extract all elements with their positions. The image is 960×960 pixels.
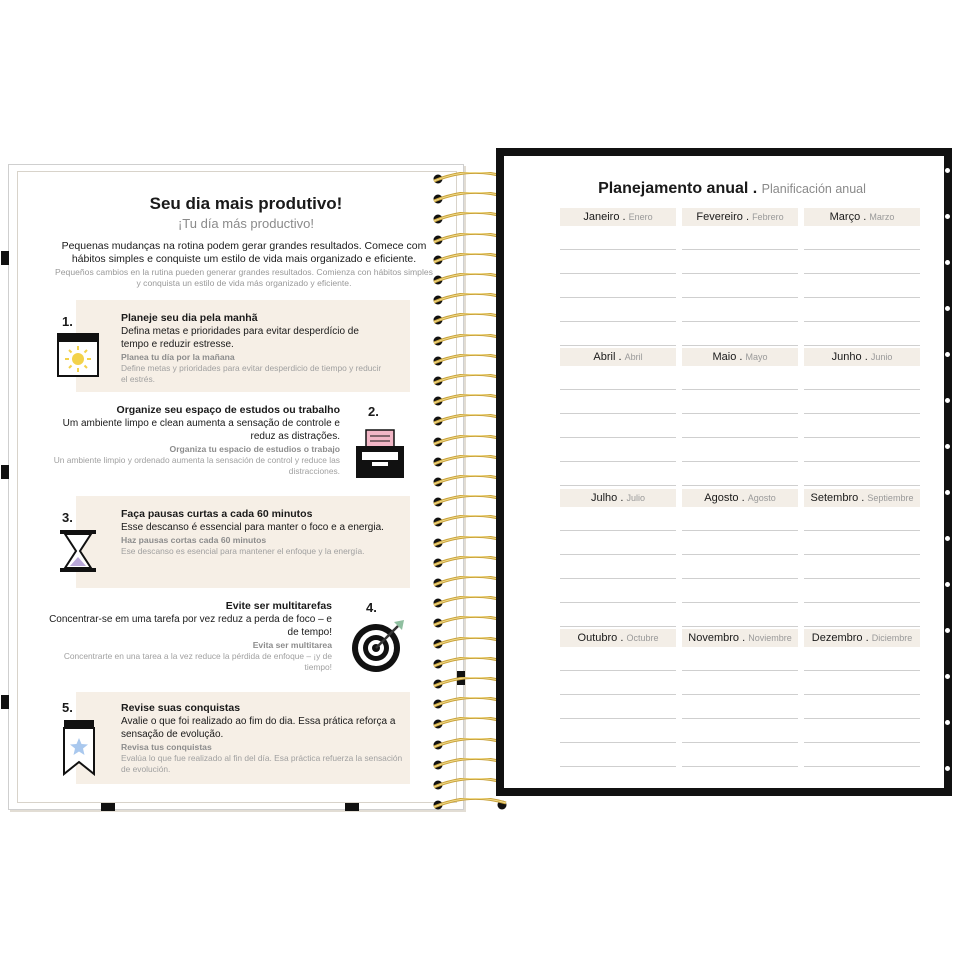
writing-line[interactable] — [804, 554, 920, 555]
writing-line[interactable] — [560, 530, 676, 531]
writing-line[interactable] — [560, 742, 676, 743]
writing-line[interactable] — [560, 249, 676, 250]
planner-title — [504, 180, 960, 198]
tip-description-es: Define metas y prioridades para evitar desperdicio de tiempo y reducir el estrés. — [121, 363, 382, 384]
writing-line[interactable] — [804, 742, 920, 743]
month-separator: . — [742, 211, 753, 223]
border-dot — [945, 766, 950, 771]
writing-line[interactable] — [560, 602, 676, 603]
month-name: Abril — [593, 351, 616, 363]
month-header — [682, 348, 798, 366]
writing-line[interactable] — [804, 345, 920, 346]
page-tab — [101, 803, 115, 811]
month-separator: . — [619, 211, 629, 223]
month-header — [682, 489, 798, 507]
border-dot — [945, 398, 950, 403]
writing-line[interactable] — [560, 389, 676, 390]
month-separator: . — [738, 492, 748, 504]
month-name: Setembro — [810, 492, 859, 504]
border-dot — [945, 490, 950, 495]
tip-heading-es: Organiza tu espacio de estudios o trabajo — [169, 444, 340, 454]
writing-line[interactable] — [804, 626, 920, 627]
tip-description-es: Ese descanso es esencial para mantener el enfoque y la energía. — [121, 546, 365, 556]
month-separator: . — [858, 492, 868, 504]
writing-line[interactable] — [804, 297, 920, 298]
spiral-coil — [430, 798, 510, 812]
border-dot — [945, 582, 950, 587]
writing-line[interactable] — [560, 485, 676, 486]
month-separator: . — [736, 351, 746, 363]
writing-line[interactable] — [560, 297, 676, 298]
writing-line[interactable] — [682, 602, 798, 603]
month-name: Janeiro — [583, 211, 620, 223]
tip-3 — [121, 508, 401, 557]
writing-line[interactable] — [560, 670, 676, 671]
tip-description: Avalie o que foi realizado ao fim do dia. Essa prática reforça a sensação de evolução. — [121, 716, 396, 740]
month-name-es: Junio — [870, 352, 893, 362]
planner-title-sep: . — [748, 180, 762, 197]
tip-heading: Revise suas conquistas — [121, 702, 241, 714]
border-dot — [945, 168, 950, 173]
month-separator: . — [862, 632, 872, 644]
month-block — [682, 208, 798, 346]
month-separator: . — [615, 351, 625, 363]
month-block — [560, 208, 676, 346]
month-name-es: Noviembre — [748, 633, 792, 643]
month-header — [682, 629, 798, 647]
planner-title-es: Planificación anual — [761, 182, 866, 196]
border-dot — [945, 720, 950, 725]
tip-heading: Planeje seu dia pela manhã — [121, 312, 258, 324]
writing-line[interactable] — [804, 766, 920, 767]
tip-number: 4. — [366, 600, 377, 615]
tip-number: 3. — [62, 510, 73, 525]
writing-line[interactable] — [804, 437, 920, 438]
writing-line[interactable] — [682, 530, 798, 531]
writing-line[interactable] — [804, 413, 920, 414]
writing-line[interactable] — [560, 413, 676, 414]
month-block — [560, 629, 676, 767]
page-tab — [345, 803, 359, 811]
month-header — [804, 348, 920, 366]
tip-4 — [42, 600, 332, 673]
writing-line[interactable] — [682, 461, 798, 462]
writing-line[interactable] — [804, 321, 920, 322]
month-separator: . — [739, 632, 749, 644]
writing-line[interactable] — [804, 670, 920, 671]
writing-line[interactable] — [804, 273, 920, 274]
writing-line[interactable] — [682, 297, 798, 298]
writing-line[interactable] — [682, 742, 798, 743]
month-block — [804, 208, 920, 346]
month-block — [682, 348, 798, 486]
writing-line[interactable] — [682, 321, 798, 322]
writing-line[interactable] — [682, 626, 798, 627]
tip-number: 5. — [62, 700, 73, 715]
target-icon — [350, 616, 408, 679]
writing-line[interactable] — [804, 249, 920, 250]
month-name: Maio — [712, 351, 737, 363]
page-subtitle: ¡Tu día más productivo! — [177, 216, 315, 231]
month-name-es: Enero — [628, 212, 653, 222]
writing-line[interactable] — [804, 694, 920, 695]
month-separator: . — [861, 351, 871, 363]
border-dot — [945, 306, 950, 311]
writing-line[interactable] — [682, 766, 798, 767]
tip-heading: Faça pausas curtas a cada 60 minutos — [121, 508, 313, 520]
month-header — [560, 348, 676, 366]
writing-line[interactable] — [560, 718, 676, 719]
border-dot — [945, 260, 950, 265]
page-tab — [1, 251, 9, 265]
month-name: Julho — [591, 492, 618, 504]
tip-number: 2. — [368, 404, 379, 419]
month-name: Março — [829, 211, 861, 223]
month-name: Dezembro — [811, 632, 863, 644]
month-name: Agosto — [704, 492, 739, 504]
month-block — [682, 489, 798, 627]
month-header — [560, 629, 676, 647]
writing-line[interactable] — [682, 485, 798, 486]
writing-line[interactable] — [682, 437, 798, 438]
writing-line[interactable] — [804, 718, 920, 719]
file-drawer-icon — [354, 424, 406, 485]
tip-description-es: Un ambiente limpio y ordenado aumenta la sensación de control y reduce las distracciones. — [53, 455, 340, 476]
month-name: Novembro — [688, 632, 740, 644]
tip-5 — [121, 702, 405, 775]
border-dot — [945, 536, 950, 541]
border-dot — [945, 214, 950, 219]
tip-heading: Evite ser multitarefas — [225, 600, 332, 612]
month-header — [682, 208, 798, 226]
month-header — [560, 489, 676, 507]
writing-line[interactable] — [682, 273, 798, 274]
page-tab — [1, 465, 9, 479]
page-tab — [1, 695, 9, 709]
month-block — [560, 348, 676, 486]
month-separator: . — [860, 211, 870, 223]
writing-line[interactable] — [682, 578, 798, 579]
hourglass-icon — [58, 528, 98, 579]
writing-line[interactable] — [682, 670, 798, 671]
month-name-es: Julio — [626, 493, 645, 503]
month-header — [804, 489, 920, 507]
writing-line[interactable] — [682, 389, 798, 390]
writing-line[interactable] — [560, 273, 676, 274]
left-page-content — [17, 171, 457, 803]
tip-number: 1. — [62, 314, 73, 329]
month-name-es: Marzo — [869, 212, 895, 222]
writing-line[interactable] — [682, 554, 798, 555]
month-name-es: Diciembre — [871, 633, 913, 643]
writing-line[interactable] — [560, 626, 676, 627]
writing-line[interactable] — [682, 249, 798, 250]
tip-description: Concentrar-se em uma tarefa por vez reduz a perda de foco – e de tempo! — [49, 614, 332, 638]
month-block — [560, 489, 676, 627]
month-name-es: Abril — [624, 352, 643, 362]
border-dot — [945, 352, 950, 357]
month-separator: . — [617, 492, 627, 504]
tip-description-es: Evalúa lo que fue realizado al fin del día. Esa práctica refuerza la sensación de evolución. — [121, 753, 403, 774]
tip-heading-es: Evita ser multitarea — [252, 640, 332, 650]
tip-description: Defina metas e prioridades para evitar desperdício de tempo e reduzir estresse. — [121, 326, 359, 350]
writing-line[interactable] — [560, 578, 676, 579]
month-block — [682, 629, 798, 767]
tip-description: Esse descanso é essencial para manter o foco e a energia. — [121, 522, 384, 533]
tip-heading: Organize seu espaço de estudos ou trabalho — [116, 404, 340, 416]
writing-line[interactable] — [682, 413, 798, 414]
writing-line[interactable] — [804, 602, 920, 603]
calendar-sun-icon — [56, 330, 100, 383]
writing-line[interactable] — [560, 554, 676, 555]
tip-2 — [42, 404, 340, 477]
tip-1 — [121, 312, 383, 385]
intro-text: Pequenas mudanças na rotina podem gerar grandes resultados. Comece com hábitos simples e conquiste um estilo de vida mais organizado e eficiente. — [61, 240, 427, 265]
border-dot — [945, 444, 950, 449]
month-header — [560, 208, 676, 226]
annual-planner — [504, 156, 944, 788]
star-bookmark-icon — [62, 718, 96, 781]
intro-text-es: Pequeños cambios en la rutina pueden generar grandes resultados. Comienza con hábitos simples y conquista un estilo de vida más organizado y eficiente. — [55, 267, 433, 288]
border-dot — [945, 628, 950, 633]
writing-line[interactable] — [804, 578, 920, 579]
month-header — [804, 208, 920, 226]
writing-line[interactable] — [804, 389, 920, 390]
month-header — [804, 629, 920, 647]
writing-line[interactable] — [804, 530, 920, 531]
writing-line[interactable] — [560, 437, 676, 438]
right-page — [496, 148, 952, 796]
month-name-es: Agosto — [747, 493, 776, 503]
tip-description-es: Concentrarte en una tarea a la vez reduce la pérdida de enfoque – ¡y de tiempo! — [63, 651, 332, 672]
month-name-es: Febrero — [752, 212, 784, 222]
border-dot — [945, 674, 950, 679]
month-block — [804, 629, 920, 767]
tip-heading-es: Planea tu día por la mañana — [121, 352, 235, 362]
writing-line[interactable] — [560, 694, 676, 695]
page-title: Seu dia mais produtivo! — [149, 194, 343, 213]
writing-line[interactable] — [804, 461, 920, 462]
writing-line[interactable] — [560, 345, 676, 346]
month-block — [804, 489, 920, 627]
writing-line[interactable] — [560, 321, 676, 322]
planner-title-pt: Planejamento anual — [598, 180, 749, 197]
month-name: Fevereiro — [696, 211, 743, 223]
writing-line[interactable] — [560, 766, 676, 767]
writing-line[interactable] — [804, 485, 920, 486]
month-name-es: Septiembre — [867, 493, 914, 503]
writing-line[interactable] — [560, 461, 676, 462]
month-name-es: Octubre — [626, 633, 659, 643]
month-name: Outubro — [577, 632, 618, 644]
left-page — [8, 164, 464, 810]
writing-line[interactable] — [682, 694, 798, 695]
month-name-es: Mayo — [745, 352, 768, 362]
tip-heading-es: Revisa tus conquistas — [121, 742, 212, 752]
writing-line[interactable] — [682, 345, 798, 346]
month-name: Junho — [831, 351, 862, 363]
tip-description: Um ambiente limpo e clean aumenta a sensação de controle e reduz as distrações. — [62, 418, 340, 442]
month-separator: . — [617, 632, 627, 644]
writing-line[interactable] — [682, 718, 798, 719]
tip-heading-es: Haz pausas cortas cada 60 minutos — [121, 535, 267, 545]
month-block — [804, 348, 920, 486]
